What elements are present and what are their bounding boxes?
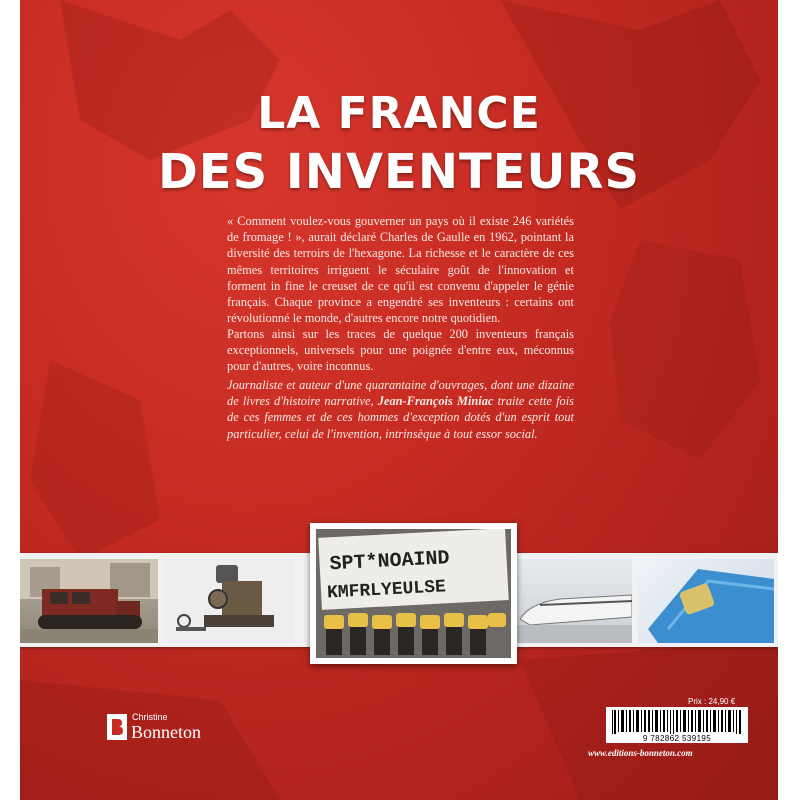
- keyboard-row-1: SPT*NOAIND: [329, 547, 451, 577]
- author-name: Jean-François Miniac: [377, 394, 494, 409]
- isbn-number: 9 782862 539195: [642, 734, 712, 743]
- publisher-small-name: Christine: [132, 712, 168, 722]
- publisher-website: www.editions-bonneton.com: [588, 748, 693, 758]
- book-back-cover: [20, 0, 778, 800]
- title-line-1: LA FRANCE: [257, 88, 541, 139]
- publisher-b-icon: [107, 714, 127, 740]
- keyboard-row-2: KMFRLYEULSE: [326, 577, 447, 604]
- barcode-bars: [606, 707, 748, 735]
- author-text-before: Journaliste et auteur d'une quarantaine d'ouvrages, dont une dizaine de livres d'histoire narrative,: [227, 378, 574, 409]
- smart-card-photo: [638, 559, 774, 643]
- price-label: Prix : 24,90 €: [688, 697, 736, 706]
- publisher-name: Bonneton: [131, 722, 201, 742]
- half-track-photo: [20, 559, 158, 643]
- aerotrain-photo: [510, 559, 632, 643]
- typewriter-photo: [310, 523, 517, 664]
- author-paragraph: [227, 377, 574, 442]
- title-line-2: DES INVENTEURS: [157, 144, 641, 200]
- barcode: [606, 707, 748, 743]
- second-paragraph: Partons ainsi sur les traces de quelque 200 inventeurs français exceptionnels, universels pour une poignée d'entre eux, méconnus pour d'autres, voire inconnus.: [227, 327, 574, 374]
- intro-paragraph: « Comment voulez-vous gouverner un pays où il existe 246 variétés de fromage ! », aurait déclaré Charles de Gaulle en 1962, pointant la diversité des terroirs de l'hexagone. La richesse et le caractère de ces mêmes territoires irriguent le séculaire goût de l'innovation et forment in fine le creuset de ce qu'il est convenu d'appeler le génie français. Chaque province a engendré ses inventeurs : certains ont révolutionné le monde, d'autres encore notre quotidien.: [227, 214, 574, 326]
- author-text-after: traite cette fois de ces femmes et de ces hommes d'exception dotés d'un esprit tout particulier, celui de l'invention, intrinsèque à tout essor social.: [227, 394, 574, 441]
- projector-photo: [164, 559, 294, 643]
